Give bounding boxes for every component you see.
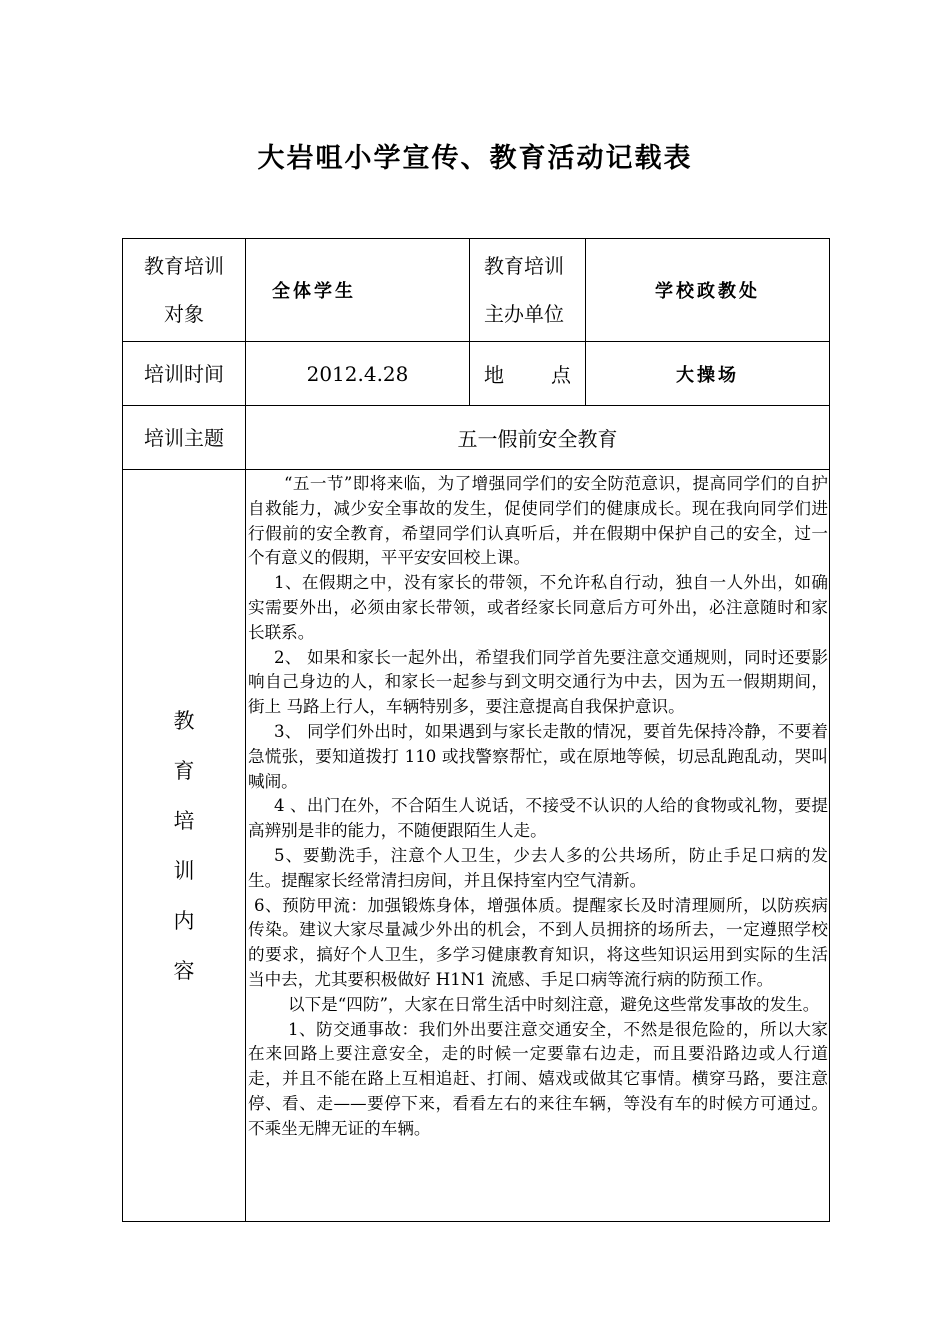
item-paragraph: 5、要勤洗手，注意个人卫生，少去人多的公共场所，防止手足口病的发生。提醒家长经常清扫房间，并且保持室内空气清新。 [248,845,828,890]
content-label-char: 培 [173,808,195,833]
content-label-char: 容 [173,958,195,983]
time-value: 2012.4.28 [246,342,470,406]
place-label-left: 地 [484,363,504,387]
content-label-char: 教 [173,708,195,733]
time-label: 培训时间 [123,342,246,406]
content-label-char: 训 [173,858,195,883]
table-row [123,342,830,406]
item-paragraph: 2、 如果和家长一起外出，希望我们同学首先要注意交通规则，同时还要影响自己身边的人，和家长一起参与到文明交通行为中去，因为五一假期期间，街上 马路上行人，车辆特别多，要注意提高自我保护意识。 [248,647,828,717]
content-label-char: 育 [173,758,195,783]
intro-paragraph: “五一节”即将来临，为了增强同学们的安全防范意识，提高同学们的自护自救能力，减少安全事故的发生，促使同学们的健康成长。现在我向同学们进行假前的安全教育，希望同学们认真听后，并在假期中保护自己的安全，过一个有意义的假期，平平安安回校上课。 [248,474,828,568]
record-table [122,238,830,1222]
table-row [123,470,830,1222]
organizer-label: 教育培训主办单位 [470,239,586,342]
place-value: 大操场 [586,342,830,406]
place-label-right: 点 [551,363,571,387]
table-row [123,406,830,470]
item-paragraph: 1、防交通事故：我们外出要注意交通安全，不然是很危险的，所以大家在来回路上要注意安全，走的时候一定要靠右边走，而且要沿路边或人行道走，并且不能在路上互相追赶、打闹、嬉戏或做其它事情。横穿马路，要注意停、看、走——要停下来，看看左右的来往车辆，等没有车的时候方可通过。不乘坐无牌无证的车辆。 [248,1019,828,1138]
item-paragraph: 4 、出门在外，不合陌生人说话，不接受不认识的人给的食物或礼物，要提高辨别是非的能力，不随便跟陌生人走。 [248,796,828,841]
item-paragraph: 6、预防甲流：加强锻炼身体，增强体质。提醒家长及时清理厕所，以防疾病传染。建议大家尽量减少外出的机会，不到人员拥挤的场所去，一定遵照学校的要求，搞好个人卫生，多学习健康教育知识，将这些知识运用到实际的生活当中去，尤其要积极做好 H1N1 流感、手足口病等流行病的防预工作。 [248,895,828,989]
organizer-value: 学校政教处 [586,239,830,342]
four-intro-paragraph: 以下是“四防”，大家在日常生活中时刻注意，避免这些常发事故的发生。 [288,994,820,1014]
theme-value: 五一假前安全教育 [246,406,830,470]
place-label [470,342,586,406]
content-label-char: 内 [173,908,195,933]
theme-label: 培训主题 [123,406,246,470]
page-title: 大岩咀小学宣传、教育活动记载表 [257,143,693,174]
content-label [123,470,246,1222]
item-paragraph: 3、 同学们外出时，如果遇到与家长走散的情况，要首先保持冷静，不要着急慌张，要知道拨打 110 或找警察帮忙，或在原地等候，切忌乱跑乱动，哭叫喊闹。 [248,721,828,791]
content-body [246,470,830,1222]
target-label: 教育培训对象 [123,239,246,342]
target-value: 全体学生 [246,239,470,342]
table-row [123,239,830,342]
item-paragraph: 1、在假期之中，没有家长的带领，不允许私自行动，独自一人外出，如确实需要外出，必须由家长带领，或者经家长同意后方可外出，必注意随时和家长联系。 [248,573,828,642]
